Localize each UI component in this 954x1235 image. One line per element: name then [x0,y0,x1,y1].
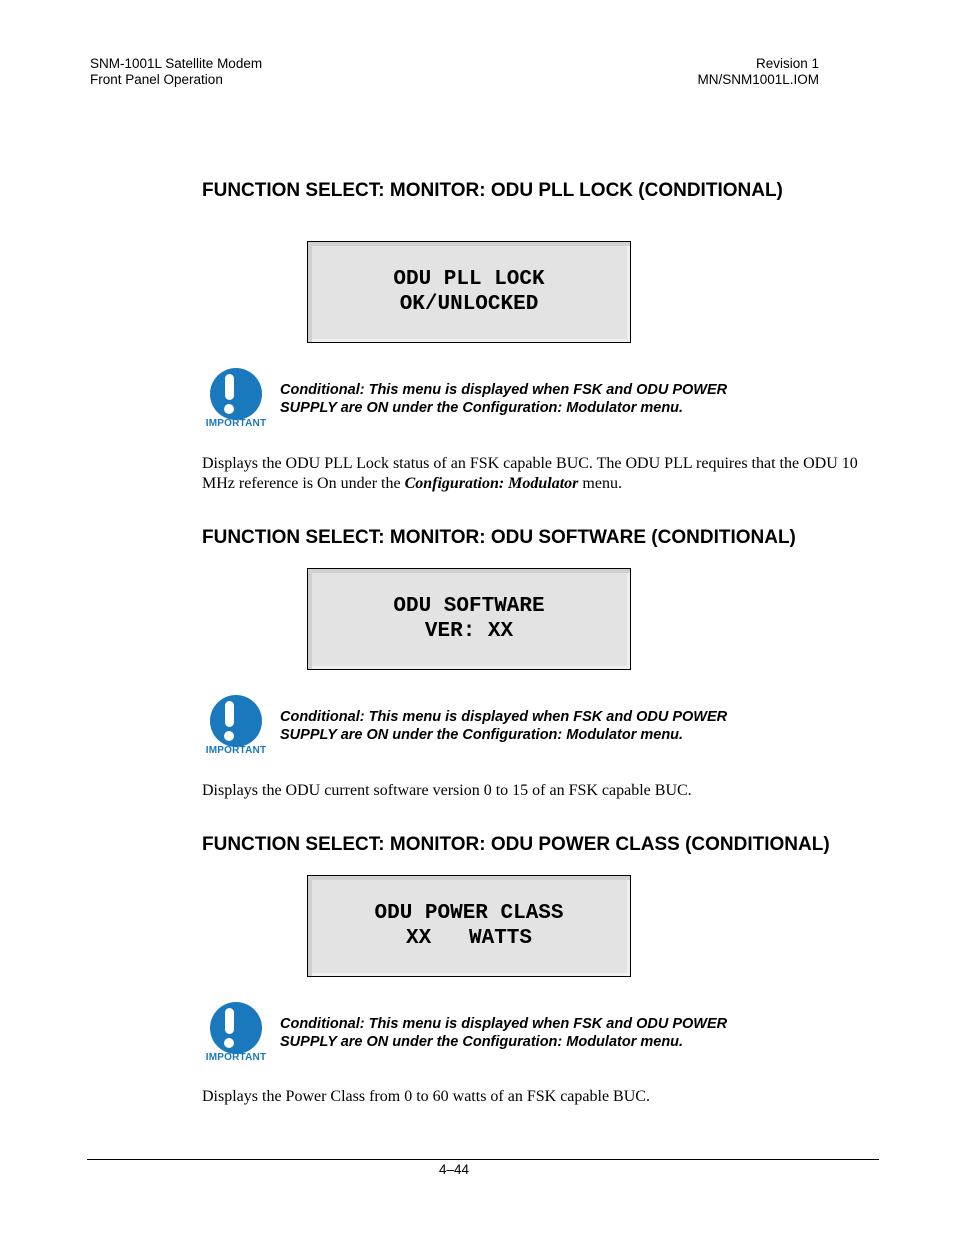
exclamation-circle-icon [203,695,269,759]
description-paragraph: Displays the ODU current software version 0 to 15 of an FSK capable BUC. [202,782,692,799]
description-paragraph [202,454,862,494]
lcd-line-2: VER: XX [424,620,514,643]
note-line-1: Conditional: This menu is displayed when FSK and ODU POWER [280,709,728,725]
lcd-line-1: ODU PLL LOCK [393,268,545,291]
note-line-1: Conditional: This menu is displayed when FSK and ODU POWER [280,1016,728,1032]
note-text [280,1015,800,1051]
note-line-1: Conditional: This menu is displayed when FSK and ODU POWER [280,382,728,398]
document-number: MN/SNM1001L.IOM [697,72,819,87]
document-title: SNM-1001L Satellite Modem [90,56,263,71]
important-note [203,695,823,759]
lcd-line-2: OK/UNLOCKED [399,293,539,316]
section-title-odu-software: FUNCTION SELECT: MONITOR: ODU SOFTWARE (CONDITIONAL) [202,527,796,548]
note-text [280,708,800,744]
exclamation-circle-icon [203,368,269,432]
section-title-odu-pll-lock: FUNCTION SELECT: MONITOR: ODU PLL LOCK (CONDITIONAL) [202,180,783,201]
note-line-2: SUPPLY are ON under the Configuration: Modulator menu. [280,1034,684,1050]
page-header-left [90,56,262,88]
important-note [203,368,823,432]
lcd-display-odu-pll-lock [307,241,631,343]
menu-reference: Configuration: Modulator [404,475,579,492]
section-title-odu-power-class: FUNCTION SELECT: MONITOR: ODU POWER CLASS (CONDITIONAL) [202,834,830,855]
important-label: IMPORTANT [205,745,267,756]
footer-divider [87,1159,879,1160]
description-paragraph: Displays the Power Class from 0 to 60 watts of an FSK capable BUC. [202,1088,650,1105]
important-label: IMPORTANT [205,1052,267,1063]
chapter-title: Front Panel Operation [90,72,223,87]
important-note [203,1002,823,1066]
lcd-line-1: ODU POWER CLASS [374,902,564,925]
description-text: Displays the ODU PLL Lock status of an FSK capable BUC. The ODU PLL requires that the ODU 10 MHz reference is On under the [202,455,858,492]
lcd-display-odu-software [307,568,631,670]
note-line-2: SUPPLY are ON under the Configuration: Modulator menu. [280,727,684,743]
page-number: 4–44 [438,1162,470,1177]
exclamation-circle-icon [203,1002,269,1066]
lcd-display-odu-power-class [307,875,631,977]
important-label: IMPORTANT [205,418,267,429]
description-text-end: menu. [578,475,622,492]
lcd-line-2: XX WATTS [405,927,533,950]
revision-label: Revision 1 [755,56,819,71]
note-text [280,381,800,417]
lcd-line-1: ODU SOFTWARE [393,595,545,618]
note-line-2: SUPPLY are ON under the Configuration: Modulator menu. [280,400,684,416]
page-header-right [620,56,819,88]
